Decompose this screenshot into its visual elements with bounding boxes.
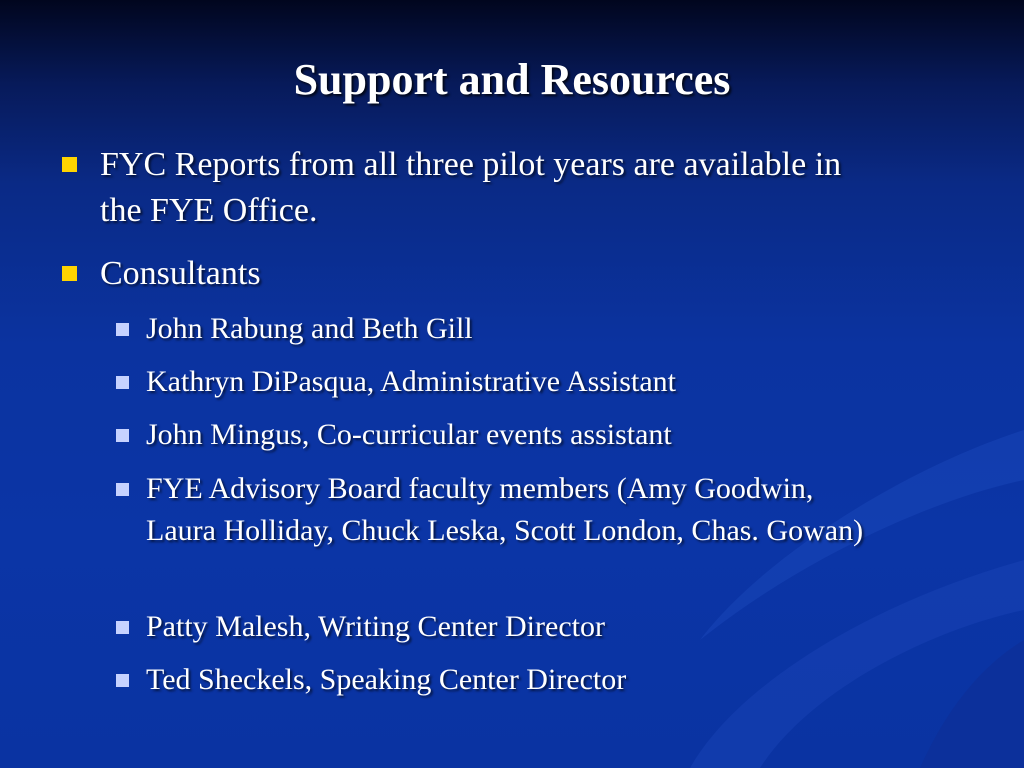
bullet-item-consultants	[62, 251, 882, 297]
sub-bullet-text: Ted Sheckels, Speaking Center Director	[146, 663, 627, 696]
square-bullet-icon	[116, 674, 129, 687]
sub-bullet-text: John Rabung and Beth Gill	[146, 312, 473, 345]
sub-bullet-text: Kathryn DiPasqua, Administrative Assistant	[146, 365, 676, 398]
sub-bullet-item	[116, 468, 876, 552]
square-bullet-icon	[116, 483, 129, 496]
square-bullet-icon	[62, 157, 77, 172]
slide-title: Support and Resources	[293, 55, 731, 104]
square-bullet-icon	[116, 376, 129, 389]
bullet-text: FYC Reports from all three pilot years are available in the FYE Office.	[100, 146, 842, 229]
square-bullet-icon	[62, 266, 77, 281]
sub-bullet-text: FYE Advisory Board faculty members (Amy Goodwin, Laura Holliday, Chuck Leska, Scott London, Chas. Gowan)	[146, 472, 864, 547]
bullet-text: Consultants	[100, 255, 261, 292]
square-bullet-icon	[116, 429, 129, 442]
square-bullet-icon	[116, 621, 129, 634]
sub-bullet-text: John Mingus, Co-curricular events assistant	[146, 418, 672, 451]
sub-bullet-text: Patty Malesh, Writing Center Director	[146, 610, 605, 643]
bullet-item-fyc-reports	[62, 142, 882, 234]
square-bullet-icon	[116, 323, 129, 336]
sub-bullet-item	[116, 606, 876, 648]
sub-bullet-item	[116, 659, 876, 701]
sub-bullet-item	[116, 414, 876, 456]
sub-bullet-item	[116, 361, 876, 403]
sub-bullet-item	[116, 308, 876, 350]
